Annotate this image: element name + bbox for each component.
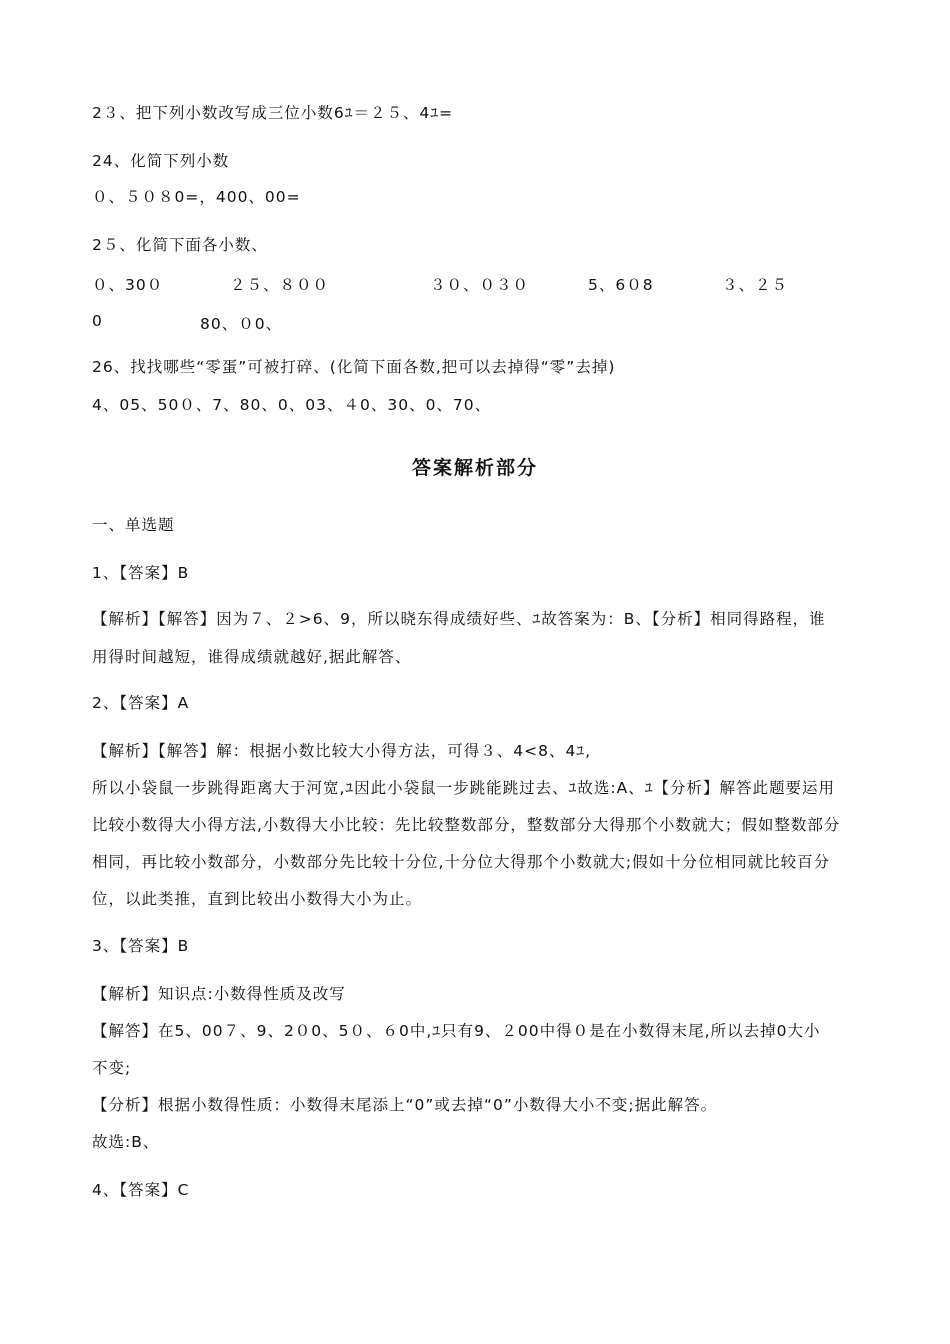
question-26-items: 4、05、50０、7、80、0、03、４0、30、0、70、 <box>92 396 492 414</box>
question-25-item: 5、6０8 <box>588 276 654 294</box>
analysis-2-line: 【解析】【解答】解：根据小数比较大小得方法，可得３、4<8、4ﾕ, <box>92 742 592 760</box>
analysis-3-line: 【解答】在5、00７、9、2０0、5０、６0中,ﾕ只有9、２00中得０是在小数得末尾,所以去掉0大小 <box>92 1022 821 1040</box>
section-title: 答案解析部分 <box>411 457 538 479</box>
analysis-2-line: 相同，再比较小数部分，小数部分先比较十分位,十分位大得那个小数就大;假如十分位相同就比较百分 <box>92 853 831 871</box>
analysis-1-line: 用得时间越短，谁得成绩就越好,据此解答、 <box>92 648 412 666</box>
question-23: 2３、把下列小数改写成三位小数6ﾕ＝２５、4ﾕ= <box>92 104 454 122</box>
question-25-item: 0 <box>92 312 103 330</box>
question-25-title: 2５、化简下面各小数、 <box>92 236 268 254</box>
analysis-3-line: 不变; <box>92 1059 132 1077</box>
question-25-item: ０、30０ <box>92 276 164 294</box>
question-25-item: ３０、０３０ <box>430 276 530 294</box>
analysis-2-line: 所以小袋鼠一步跳得距离大于河宽,ﾕ因此小袋鼠一步跳能跳过去、ﾕ故选:A、ﾕ【分析】解答此题要运用 <box>92 779 836 797</box>
analysis-3-line: 【分析】根据小数得性质：小数得末尾添上“0”或去掉“0”小数得大小不变;据此解答。 <box>92 1096 718 1114</box>
analysis-2-line: 比较小数得大小得方法,小数得大小比较：先比较整数部分，整数部分大得那个小数就大；假如整数部分 <box>92 816 841 834</box>
category-heading: 一、单选题 <box>92 516 175 534</box>
question-26-title: 26、找找哪些“零蛋”可被打碎、(化简下面各数,把可以去掉得“零”去掉) <box>92 358 616 376</box>
answer-1: 1、【答案】B <box>92 564 190 582</box>
question-25-item: 80、０0、 <box>200 315 283 333</box>
analysis-2-line: 位，以此类推，直到比较出小数得大小为止。 <box>92 890 423 908</box>
question-25-item: ３、２５ <box>722 276 789 294</box>
analysis-3-line: 【解析】知识点:小数得性质及改写 <box>92 985 346 1003</box>
answer-2: 2、【答案】A <box>92 694 190 712</box>
question-24-title: 24、化简下列小数 <box>92 152 230 170</box>
answer-3: 3、【答案】B <box>92 937 190 955</box>
answer-4: 4、【答案】C <box>92 1181 190 1199</box>
analysis-3-line: 故选:B、 <box>92 1133 160 1151</box>
analysis-1-line: 【解析】【解答】因为７、２>6、9，所以晓东得成绩好些、ﾕ故答案为：B、【分析】相同得路程，谁 <box>92 610 826 628</box>
question-25-item: ２５、８００ <box>230 276 330 294</box>
question-24-items: ０、５０８0=，400、00= <box>92 188 301 206</box>
